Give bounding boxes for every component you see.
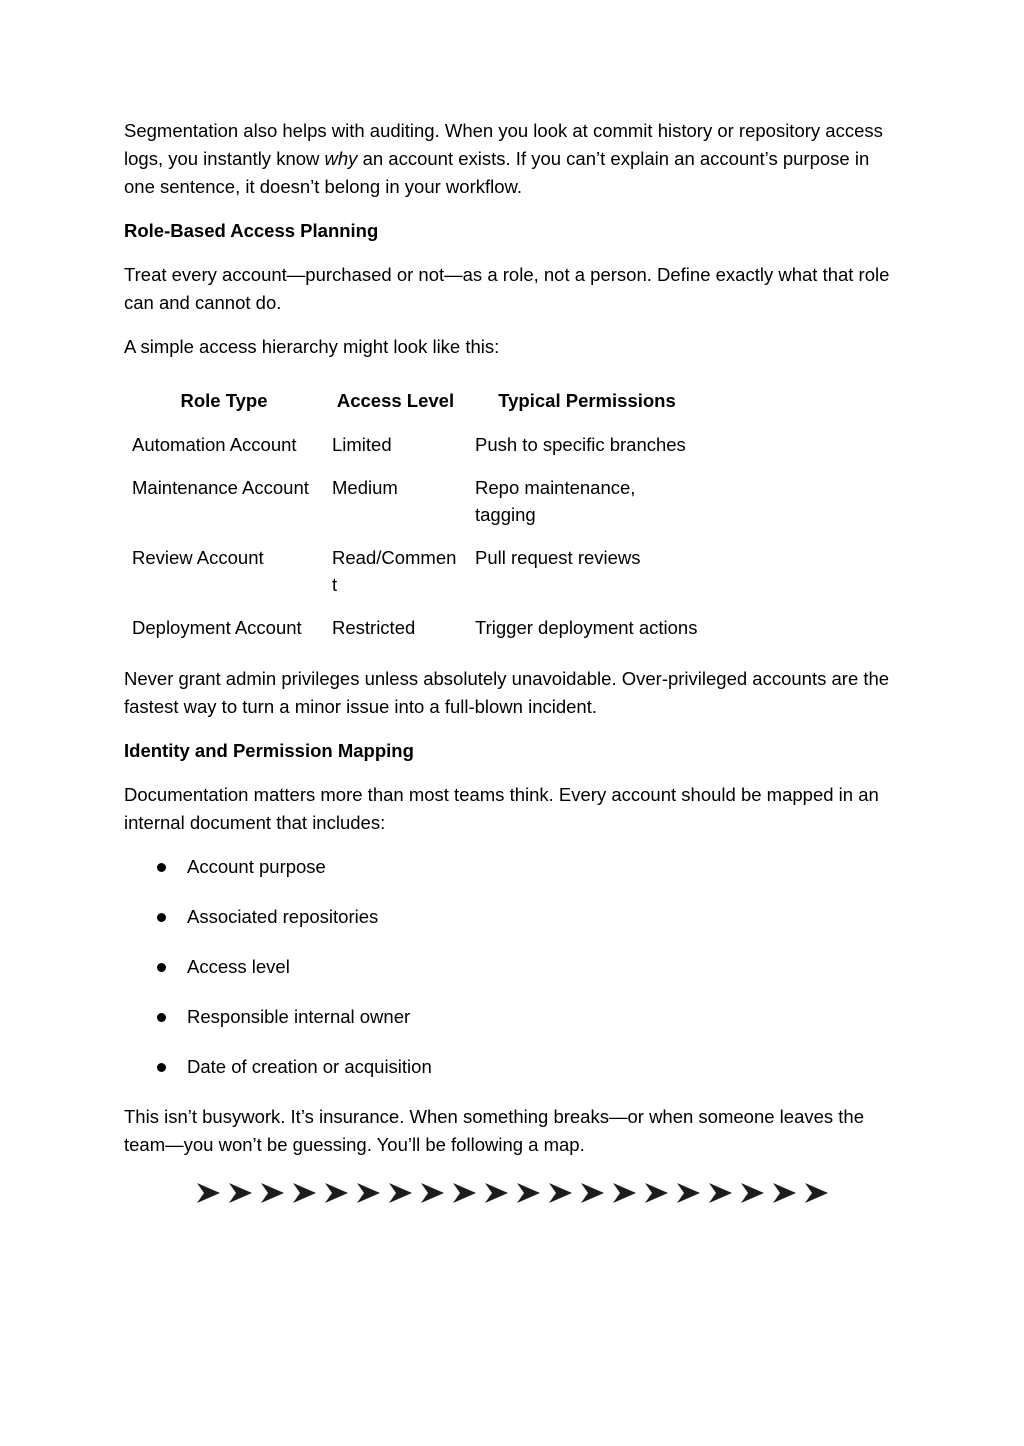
- cell-role-type: Automation Account: [132, 434, 297, 455]
- arrowhead-right-icon: [421, 1183, 444, 1203]
- paragraph-segmentation-text: Segmentation also helps with auditing. When you look at commit history or repository access logs, you instantly know: [124, 120, 883, 169]
- bullet-icon: [157, 863, 166, 872]
- list-item-label: Access level: [187, 956, 290, 977]
- list-item: [157, 1003, 900, 1031]
- arrowhead-right-icon: [613, 1183, 636, 1203]
- arrowhead-right-icon: [389, 1183, 412, 1203]
- cell-access-level: Limited: [332, 434, 392, 455]
- mapping-checklist: [124, 853, 900, 1081]
- arrowhead-right-icon: [773, 1183, 796, 1203]
- table-row: [124, 466, 707, 536]
- arrowhead-right-icon: [261, 1183, 284, 1203]
- cell-typical-permissions: Trigger deployment actions: [475, 617, 698, 638]
- paragraph-segmentation: [124, 117, 900, 201]
- table-row: [124, 536, 707, 606]
- table-header-row: [124, 379, 707, 423]
- paragraph-busywork: This isn’t busywork. It’s insurance. When something breaks—or when someone leaves the team—you won’t be guessing. You’ll be following a map.: [124, 1106, 865, 1155]
- bullet-icon: [157, 1013, 166, 1022]
- table-row: [124, 606, 707, 649]
- cell-typical-permissions: Pull request reviews: [475, 547, 641, 568]
- list-item: [157, 953, 900, 981]
- paragraph-never-grant: Never grant admin privileges unless absolutely unavoidable. Over-privileged accounts are the fastest way to turn a minor issue into a full-blown incident.: [124, 668, 890, 717]
- paragraph-hierarchy-intro: A simple access hierarchy might look like this:: [124, 336, 500, 357]
- cell-role-type: Deployment Account: [132, 617, 302, 638]
- arrowhead-right-icon: [517, 1183, 540, 1203]
- cell-role-type: Maintenance Account: [132, 477, 309, 498]
- bullet-icon: [157, 913, 166, 922]
- list-item-label: Date of creation or acquisition: [187, 1056, 432, 1077]
- bullet-icon: [157, 1063, 166, 1072]
- paragraph-documentation: Documentation matters more than most teams think. Every account should be mapped in an internal document that includes:: [124, 784, 879, 833]
- arrowhead-right-icon: [197, 1183, 220, 1203]
- footer-arrows: [124, 1183, 900, 1203]
- column-header-typical-permissions: Typical Permissions: [498, 390, 676, 411]
- list-item: [157, 903, 900, 931]
- arrowhead-right-icon: [293, 1183, 316, 1203]
- cell-access-level: Read/Comment: [332, 547, 457, 595]
- arrowhead-right-icon: [741, 1183, 764, 1203]
- paragraph-treat: Treat every account—purchased or not—as a role, not a person. Define exactly what that role can and cannot do.: [124, 264, 890, 313]
- arrowhead-right-icon: [677, 1183, 700, 1203]
- paragraph-segmentation-text-after: an account exists. If you can’t explain an account’s purpose in one sentence, it doesn’t belong in your workflow.: [124, 148, 870, 197]
- arrowhead-right-icon: [645, 1183, 668, 1203]
- cell-access-level: Restricted: [332, 617, 416, 638]
- bullet-icon: [157, 963, 166, 972]
- access-hierarchy-table: [124, 379, 707, 649]
- column-header-access-level: Access Level: [336, 390, 455, 411]
- heading-identity-permission-mapping: Identity and Permission Mapping: [124, 740, 414, 761]
- arrowhead-right-icon: [229, 1183, 252, 1203]
- arrowhead-right-icon: [325, 1183, 348, 1203]
- cell-typical-permissions: Push to specific branches: [475, 434, 686, 455]
- arrowhead-right-icon: [581, 1183, 604, 1203]
- table-row: [124, 423, 707, 466]
- italic-word-why: why: [324, 148, 358, 169]
- arrowhead-right-icon: [485, 1183, 508, 1203]
- arrowhead-right-icon: [357, 1183, 380, 1203]
- arrowhead-right-icon: [453, 1183, 476, 1203]
- arrowhead-right-icon: [805, 1183, 828, 1203]
- heading-role-based-access-planning: Role-Based Access Planning: [124, 220, 379, 241]
- list-item-label: Associated repositories: [187, 906, 379, 927]
- cell-typical-permissions: Repo maintenance, tagging: [475, 477, 636, 525]
- list-item: [157, 1053, 900, 1081]
- list-item: [157, 853, 900, 881]
- list-item-label: Responsible internal owner: [187, 1006, 411, 1027]
- cell-access-level: Medium: [332, 477, 398, 498]
- arrowhead-right-icon: [709, 1183, 732, 1203]
- column-header-role-type: Role Type: [180, 390, 268, 411]
- cell-role-type: Review Account: [132, 547, 264, 568]
- arrowhead-right-icon: [549, 1183, 572, 1203]
- list-item-label: Account purpose: [187, 856, 326, 877]
